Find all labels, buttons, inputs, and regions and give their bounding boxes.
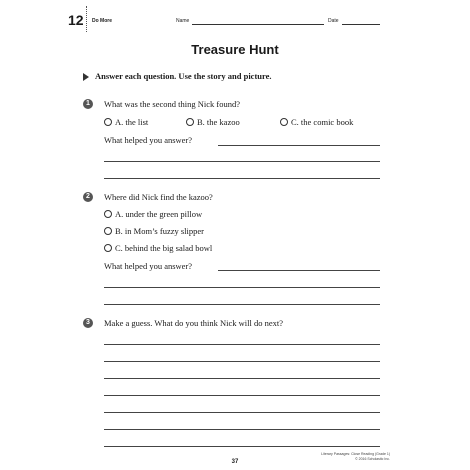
footer-line-1: Literary Passages: Close Reading (Grade 1)	[321, 452, 390, 456]
option-label: B. in Mom’s fuzzy slipper	[115, 226, 205, 236]
answer-line[interactable]	[104, 287, 380, 288]
story-title: Do More	[92, 18, 112, 24]
footer-line-2: © 2016 Scholastic Inc.	[355, 456, 390, 461]
question-1-option-a[interactable]	[104, 117, 148, 127]
page-title: Treasure Hunt	[191, 42, 279, 57]
answer-line[interactable]	[104, 344, 380, 345]
question-1-text: What was the second thing Nick found?	[104, 99, 240, 109]
date-label: Date	[328, 18, 339, 24]
radio-icon[interactable]	[104, 244, 112, 252]
answer-line[interactable]	[104, 412, 380, 413]
answer-line[interactable]	[104, 361, 380, 362]
option-label: A. the list	[115, 117, 149, 127]
radio-icon[interactable]	[186, 118, 194, 126]
radio-icon[interactable]	[280, 118, 288, 126]
radio-icon[interactable]	[104, 227, 112, 235]
question-3-text: Make a guess. What do you think Nick will do next?	[104, 318, 284, 328]
header-divider	[86, 6, 87, 32]
answer-line[interactable]	[104, 161, 380, 162]
arrow-icon	[83, 73, 89, 81]
answer-line[interactable]	[104, 378, 380, 379]
instructions: Answer each question. Use the story and picture.	[95, 71, 272, 81]
option-label: A. under the green pillow	[115, 209, 203, 219]
option-label: C. behind the big salad bowl	[115, 243, 213, 253]
answer-line[interactable]	[104, 178, 380, 179]
answer-line[interactable]	[104, 395, 380, 396]
question-2-option-c[interactable]	[104, 243, 212, 253]
question-2-helped-line[interactable]	[218, 270, 380, 271]
question-2-helped-label: What helped you answer?	[104, 261, 193, 271]
answer-line[interactable]	[104, 304, 380, 305]
question-1-helped-line[interactable]	[218, 145, 380, 146]
question-2-option-a[interactable]	[104, 209, 202, 219]
answer-line[interactable]	[104, 446, 380, 447]
date-field[interactable]	[342, 24, 380, 25]
radio-icon[interactable]	[104, 118, 112, 126]
option-label: B. the kazoo	[197, 117, 240, 127]
answer-line[interactable]	[104, 429, 380, 430]
option-label: C. the comic book	[291, 117, 354, 127]
name-label: Name	[176, 18, 190, 24]
question-1-option-c[interactable]	[280, 117, 353, 127]
page-number: 12	[68, 12, 84, 28]
question-2-number: 2	[83, 192, 93, 202]
question-1-number: 1	[83, 99, 93, 109]
radio-icon[interactable]	[104, 210, 112, 218]
question-2-text: Where did Nick find the kazoo?	[104, 192, 213, 202]
question-3-number: 3	[83, 318, 93, 328]
question-2-option-b[interactable]	[104, 226, 204, 236]
question-1-helped-label: What helped you answer?	[104, 135, 193, 145]
question-1-option-b[interactable]	[186, 117, 240, 127]
name-field[interactable]	[192, 24, 324, 25]
footer-page-number: 37	[231, 459, 239, 465]
